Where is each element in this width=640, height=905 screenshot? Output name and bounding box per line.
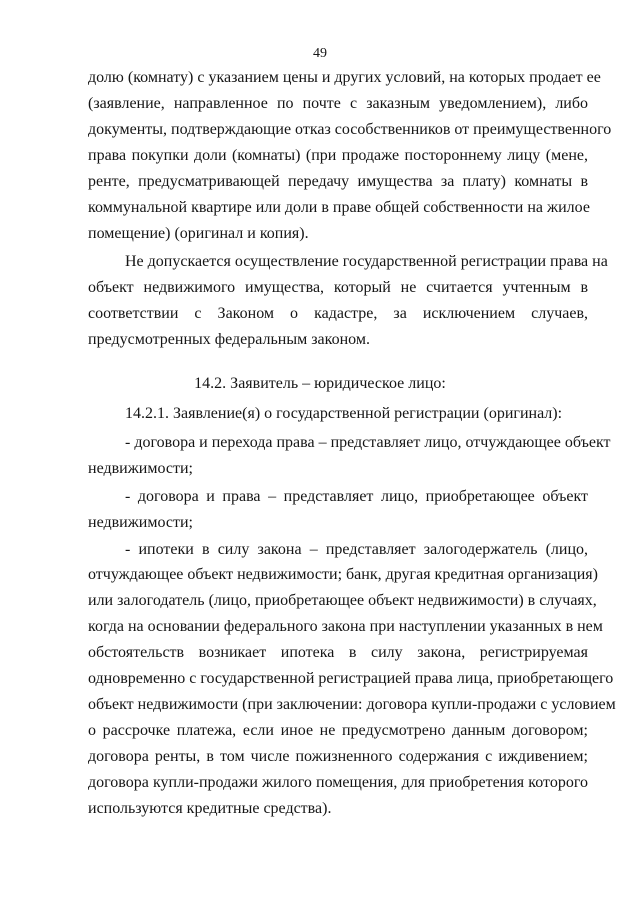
text-line: отчуждающее объект недвижимости; банк, другая кредитная организация) — [88, 566, 598, 583]
text-line: соответствии с Законом о кадастре, за исключением случаев, — [88, 305, 588, 322]
text-line: о рассрочке платежа, если иное не предусмотрено данным договором; — [88, 722, 588, 739]
paragraph-first-line: Не допускается осуществление государственной регистрации права на — [125, 253, 608, 270]
text-line: недвижимости; — [88, 514, 193, 531]
text-line: используются кредитные средства). — [88, 800, 332, 817]
text-line: или залогодатель (лицо, приобретающее объект недвижимости) в случаях, — [88, 592, 597, 609]
text-line: коммунальной квартире или доли в праве общей собственности на жилое — [88, 199, 590, 216]
text-line: (заявление, направленное по почте с заказным уведомлением), либо — [88, 95, 588, 112]
text-line: объект недвижимого имущества, который не считается учтенным в — [88, 279, 588, 296]
subsection-heading: 14.2.1. Заявление(я) о государственной регистрации (оригинал): — [125, 405, 563, 422]
text-line: предусмотренных федеральным законом. — [88, 331, 370, 348]
text-line: когда на основании федерального закона при наступлении указанных в нем — [88, 618, 603, 635]
text-line: документы, подтверждающие отказ сособственников от преимущественного — [88, 121, 612, 138]
text-line: договора купли-продажи жилого помещения, для приобретения которого — [88, 774, 588, 791]
text-line: ренте, предусматривающей передачу имущества за плату) комнаты в — [88, 173, 588, 190]
text-line: договора ренты, в том числе пожизненного содержания с иждивением; — [88, 748, 588, 765]
text-line: недвижимости; — [88, 460, 193, 477]
list-item-first-line: - ипотеки в силу закона – представляет залогодержатель (лицо, — [125, 541, 588, 558]
section-heading: 14.2. Заявитель – юридическое лицо: — [194, 375, 446, 392]
page-number: 49 — [313, 46, 327, 61]
text-line: помещение) (оригинал и копия). — [88, 225, 309, 242]
text-line: объект недвижимости (при заключении: договора купли-продажи с условием — [88, 696, 616, 713]
list-item-first-line: - договора и перехода права – представляет лицо, отчуждающее объект — [125, 434, 611, 451]
text-line: обстоятельств возникает ипотека в силу закона, регистрируемая — [88, 644, 588, 661]
text-line: одновременно с государственной регистрацией права лица, приобретающего — [88, 670, 614, 687]
text-line: права покупки доли (комнаты) (при продаже постороннему лицу (мене, — [88, 147, 588, 164]
list-item-first-line: - договора и права – представляет лицо, приобретающее объект — [125, 488, 588, 505]
text-line: долю (комнату) с указанием цены и других условий, на которых продает ее — [88, 69, 601, 86]
